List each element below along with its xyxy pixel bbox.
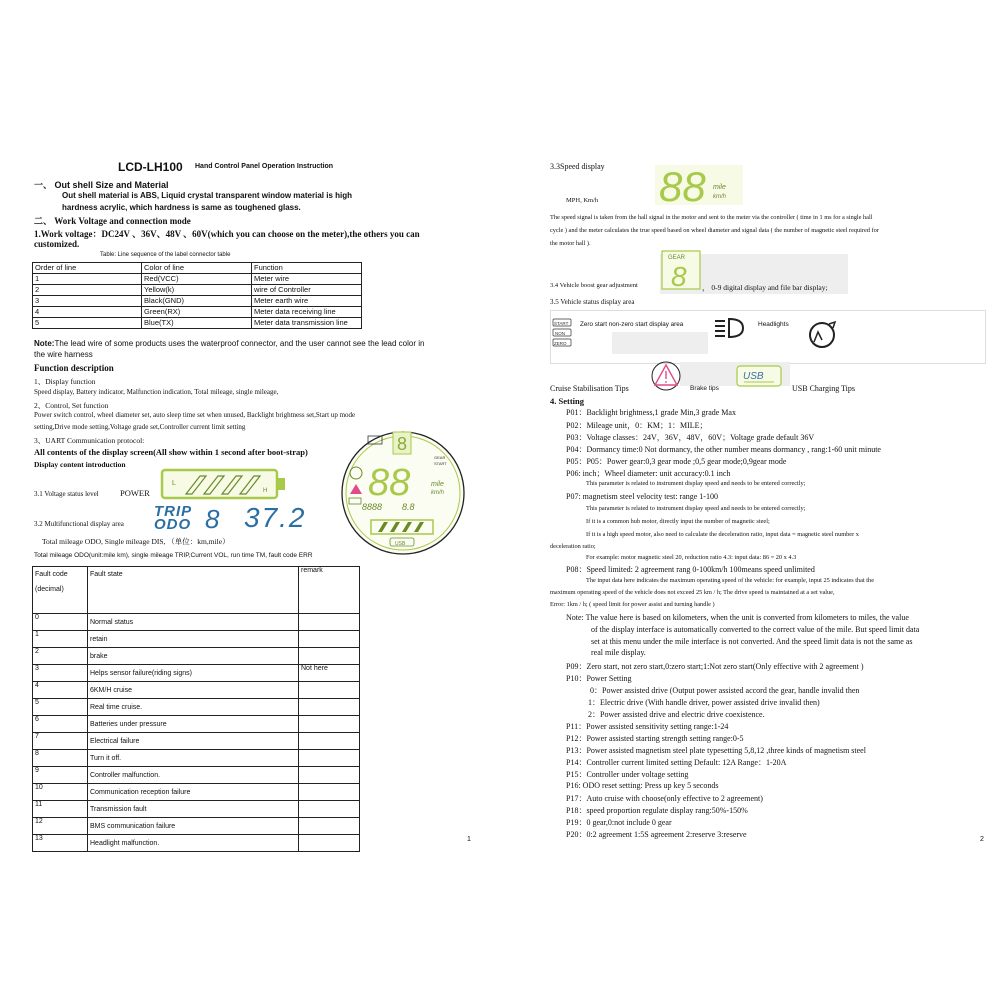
start-mode-icon — [552, 318, 572, 348]
display-intro: Display content introduction — [34, 460, 126, 469]
speed-display-heading: 3.3Speed display — [550, 162, 605, 171]
remark-cell — [299, 818, 360, 835]
setting-p10: P10：Power Setting — [566, 674, 632, 683]
gear-lcd-icon — [661, 250, 701, 290]
remark-cell — [299, 665, 360, 682]
round-lcd-gear: GEAR — [434, 455, 446, 460]
fault-code-table — [32, 566, 360, 852]
fault-state-cell — [88, 716, 299, 733]
cell-text: 6KM/H cruise — [90, 687, 133, 694]
cell-text: Transmission fault — [90, 806, 147, 813]
table-cell: 2 — [33, 285, 142, 296]
table-row — [33, 274, 362, 285]
fault-state-cell — [88, 699, 299, 716]
round-lcd-display — [338, 428, 468, 558]
fault-state-cell — [88, 648, 299, 665]
fault-state-cell — [88, 631, 299, 648]
work-voltage-line1: 1.Work voltage：DC24V 、36V、48V 、60V(which you can choose on the meter),the others you can — [34, 229, 420, 239]
fault-code-cell — [33, 835, 88, 852]
table-row — [33, 699, 360, 716]
setting-p14: P14：Controller current limited setting Default: 12A Range：1-20A — [566, 758, 787, 767]
table-row — [33, 307, 362, 318]
remark-cell — [299, 648, 360, 665]
setting-p05: P05：P05：Power gear:0,3 gear mode ;0,5 gear mode;0,9gear mode — [566, 457, 787, 466]
table-row — [33, 784, 360, 801]
section-1-body-line2: hardness acrylic, which hardness is same as toughened glass. — [62, 203, 301, 212]
fault-code-cell — [33, 784, 88, 801]
setting-p16: P16: ODO reset setting: Press up key 5 seconds — [566, 781, 719, 790]
cell-text: retain — [90, 636, 108, 643]
table-header-row — [33, 263, 362, 274]
speed-lcd-mile: mile — [713, 184, 726, 191]
fault-state-cell — [88, 614, 299, 631]
cell-text: 3 — [35, 665, 39, 672]
remark-cell — [299, 767, 360, 784]
cell-text: 6 — [35, 716, 39, 723]
note-line1 — [34, 339, 424, 348]
fault-code-cell — [33, 818, 88, 835]
note-line4: real mile display. — [591, 648, 646, 657]
table-row — [33, 648, 360, 665]
speed-body-line1: The speed signal is taken from the hall signal in the motor and sent to the meter via the controller ( time in 1 ms for a single hall — [550, 214, 873, 221]
cell-text: 2 — [35, 648, 39, 655]
table-row — [33, 296, 362, 307]
function-1-title: 1、Display function — [34, 377, 96, 386]
section-1-body-line1: Out shell material is ABS, Liquid crystal transparent window material is high — [62, 191, 352, 200]
fault-state-cell — [88, 682, 299, 699]
fault-code-cell — [33, 614, 88, 631]
setting-p07: P07: magnetism steel velocity test: range 1-100 — [566, 492, 718, 501]
fault-code-cell — [33, 750, 88, 767]
remark-cell — [299, 631, 360, 648]
boost-gear-label: 3.4 Vehicle boost gear adjustment — [550, 282, 638, 289]
all-contents-heading: All contents of the display screen(All show within 1 second after boot-strap) — [34, 447, 308, 457]
setting-p11: P11：Power assisted sensitivity setting range:1-24 — [566, 722, 729, 731]
cell-text: Headlight malfunction. — [90, 840, 160, 847]
table-header-cell: Order of line — [33, 263, 142, 274]
doc-subtitle: Hand Control Panel Operation Instruction — [195, 163, 334, 170]
fault-code-header-line1: Fault code — [35, 571, 68, 578]
table-row — [33, 614, 360, 631]
svg-text:8888: 8888 — [362, 502, 383, 512]
p08-note-line3: Error: 1km / h; ( speed limit for power assist and turning handle ) — [550, 601, 715, 608]
total-mileage-line: Total mileage ODO, Single mileage DIS, （单位：km,mile） — [42, 537, 230, 546]
gear-lcd-label: GEAR — [668, 255, 686, 261]
speed-unit-label: MPH, Km/h — [566, 197, 599, 204]
setting-p09: P09：Zero start, not zero start,0:zero start;1:Not zero start(Only effective with 2 agreement ) — [566, 662, 864, 671]
fault-code-cell — [33, 699, 88, 716]
page-2 — [500, 0, 1000, 1000]
page-1 — [0, 0, 490, 1000]
section-1-heading: 一、 Out shell Size and Material — [34, 180, 169, 190]
page-number-2: 2 — [980, 836, 984, 843]
table-row — [33, 716, 360, 733]
table-row — [33, 835, 360, 852]
table-header-cell: Color of line — [142, 263, 252, 274]
power-label: POWER — [120, 488, 150, 498]
table-row — [33, 631, 360, 648]
multifunction-label: 3.2 Multifunctional display area — [34, 520, 124, 528]
status-non-label: NON — [555, 331, 565, 336]
cell-text: 5 — [35, 699, 39, 706]
cell-text: 8 — [35, 750, 39, 757]
table-row — [33, 682, 360, 699]
round-lcd-usb: USB — [395, 541, 406, 547]
remark-cell — [299, 733, 360, 750]
lcd-odo-text: ODO — [154, 516, 192, 533]
usb-lcd-label: USB — [743, 371, 764, 382]
note-text: The lead wire of some products uses the waterproof connector, and the user cannot see the lead color in — [54, 339, 425, 348]
table-cell: Meter data transmission line — [252, 318, 362, 329]
cell-text: Real time cruise. — [90, 704, 143, 711]
odo-description: Total mileage ODO(unit:mile km), single mileage TRIP,Current VOL, run time TM, fault code ERR — [34, 552, 313, 559]
connector-table-caption: Table: Line sequence of the label connector table — [100, 252, 231, 258]
table-cell: Meter data receiving line — [252, 307, 362, 318]
note-line3: set at this menu under the mile interface is not converted. And the speed limit data is not the same as — [591, 637, 913, 646]
svg-text:88: 88 — [659, 165, 706, 205]
table-cell: 4 — [33, 307, 142, 318]
table-row — [33, 665, 360, 682]
cell-text: 11 — [35, 801, 43, 808]
table-row — [33, 750, 360, 767]
fault-code-cell — [33, 767, 88, 784]
cell-text: Communication reception failure — [90, 789, 191, 796]
p07-note-line1: This parameter is related to instrument display speed and needs to be entered correctly; — [586, 505, 806, 512]
cell-text: 12 — [35, 818, 43, 825]
p08-note-line2: maximum operating speed of the vehicle does not exceed 25 km / h; The drive speed is maintained at a set value, — [550, 589, 835, 596]
fault-code-header — [33, 567, 88, 614]
remark-cell — [299, 716, 360, 733]
round-lcd-start: START — [434, 461, 447, 466]
boost-gear-after: ， 0-9 digital display and file bar display; — [702, 283, 828, 292]
page-number-1: 1 — [467, 836, 471, 843]
table-cell: Green(RX) — [142, 307, 252, 318]
table-cell: Black(GND) — [142, 296, 252, 307]
cell-text: 7 — [35, 733, 39, 740]
fault-state-cell — [88, 818, 299, 835]
fault-code-cell — [33, 733, 88, 750]
usb-lcd-icon — [736, 365, 782, 387]
table-cell: Yellow(k) — [142, 285, 252, 296]
settings-heading: 4. Setting — [550, 396, 584, 406]
status-zero-label: ZERO — [554, 341, 567, 346]
p07-note-line3: If it is a high speed motor, also need to calculate the deceleration ratio, input data = magnetic steel number x — [586, 531, 859, 538]
cell-text: Turn it off. — [90, 755, 122, 762]
cruise-icon — [805, 318, 839, 352]
cell-text: brake — [90, 653, 108, 660]
table-cell: wire of Controller — [252, 285, 362, 296]
setting-p17: P17：Auto cruise with choose(only effective to 2 agreement) — [566, 794, 763, 803]
setting-p08: P08：Speed limited: 2 agreement rang 0-100km/h 100means speed unlimited — [566, 565, 815, 574]
headlight-icon — [713, 316, 747, 340]
p10-option-1: 1：Electric drive (With handle driver, power assisted drive invalid then) — [588, 698, 820, 707]
function-2-body-line2: setting,Drive mode setting,Voltage grade set,Controller current limit setting — [34, 423, 246, 431]
cell-text: 0 — [35, 614, 39, 621]
cell-text: Electrical failure — [90, 738, 140, 745]
status-grey-box — [612, 332, 708, 354]
round-lcd-kmh: km/h — [431, 490, 445, 496]
p07-note-line4: deceleration ratio; — [550, 543, 596, 550]
table-row — [33, 801, 360, 818]
connector-table — [32, 262, 362, 329]
table-cell: 1 — [33, 274, 142, 285]
speed-body-line3: the motor hall ). — [550, 240, 591, 247]
remark-cell — [299, 682, 360, 699]
cell-text: Not here — [301, 665, 328, 672]
status-start-label: START — [554, 321, 569, 326]
headlights-label: Headlights — [758, 321, 789, 328]
setting-p13: P13：Power assisted magnetism steel plate typesetting 5,8,12 ,three kinds of magnetism steel — [566, 746, 866, 755]
setting-p15: P15：Controller under voltage setting — [566, 770, 689, 779]
function-heading: Function description — [34, 363, 114, 373]
svg-text:8: 8 — [397, 434, 408, 454]
function-2-title: 2、Control, Set function — [34, 401, 109, 410]
setting-p20: P20：0:2 agreement 1:5S agreement 2:reserve 3:reserve — [566, 830, 747, 839]
p07-note-line2: If it is a common hub motor, directly input the number of magnetic steel; — [586, 518, 770, 525]
note-line2: the wire harness — [34, 350, 93, 359]
cell-text: 10 — [35, 784, 43, 791]
cell-text: Helps sensor failure(riding signs) — [90, 670, 192, 677]
svg-text:8.8: 8.8 — [402, 502, 415, 512]
remark-cell — [299, 750, 360, 767]
fault-state-cell — [88, 801, 299, 818]
fault-state-cell — [88, 784, 299, 801]
work-voltage-line2: customized. — [34, 239, 80, 249]
fault-code-cell — [33, 801, 88, 818]
status-area-heading: 3.5 Vehicle status display area — [550, 298, 635, 306]
cell-text: Normal status — [90, 619, 134, 626]
table-row — [33, 767, 360, 784]
remark-cell — [299, 784, 360, 801]
fault-code-cell — [33, 648, 88, 665]
function-3-title: 3、UART Communication protocol: — [34, 436, 145, 445]
note-line1: Note: The value here is based on kilometers, when the unit is converted from kilometers to miles, the value — [566, 613, 909, 622]
remark-cell — [299, 614, 360, 631]
remark-cell — [299, 801, 360, 818]
table-header-cell: Function — [252, 263, 362, 274]
table-row — [33, 818, 360, 835]
note-label: Note: — [34, 339, 55, 348]
setting-p03: P03：Voltage classes：24V，36V，48V，60V；Voltage grade default 36V — [566, 433, 815, 442]
table-row — [33, 318, 362, 329]
p07-note-line5: For example: motor magnetic steel 20, reduction ratio 4.3: input data: 86 = 20 x 4.3 — [586, 554, 797, 561]
lcd-segment-digit: 8 — [205, 504, 220, 534]
battery-bar-icon — [160, 468, 290, 500]
cell-text: 13 — [35, 835, 43, 842]
cell-text: 1 — [35, 631, 39, 638]
setting-p18: P18：speed proportion regulate display rang:50%-150% — [566, 806, 748, 815]
function-2-body-line1: Power switch control, wheel diameter set, auto sleep time set when unused, Backlight brightness set,Start up mode — [34, 411, 356, 419]
p06-note: This parameter is related to instrument display speed and needs to be entered correctly; — [586, 480, 806, 487]
table-cell: Blue(TX) — [142, 318, 252, 329]
cell-text: BMS communication failure — [90, 823, 176, 830]
p10-option-0: 0：Power assisted drive (Output power assisted accord the gear, handle invalid then — [590, 686, 860, 695]
setting-p12: P12：Power assisted starting strength setting range:0-5 — [566, 734, 744, 743]
brake-tips-label: Brake tips — [690, 385, 719, 392]
p10-option-2: 2：Power assisted drive and electric drive coexistence. — [588, 710, 765, 719]
fault-code-header-line2: (decimal) — [35, 586, 64, 593]
voltage-status-label: 3.1 Voltage status level — [34, 490, 99, 498]
speed-body-line2: cycle ) and the meter calculates the true speed based on wheel diameter and signal data ( the number of magnetic steel required for — [550, 227, 879, 234]
cell-text: 4 — [35, 682, 39, 689]
fault-state-header-text: Fault state — [90, 571, 123, 578]
round-lcd-mile: mile — [431, 481, 444, 488]
svg-text:88: 88 — [368, 462, 411, 504]
usb-tips-label: USB Charging Tips — [792, 384, 855, 393]
battery-high-label: H — [263, 488, 268, 494]
speed-lcd-icon — [655, 165, 743, 205]
table-header-row — [33, 567, 360, 614]
fault-state-cell — [88, 835, 299, 852]
lcd-trip-text: TRIP — [154, 503, 193, 520]
setting-p02: P02：Mileage unit，0：KM；1：MILE； — [566, 421, 708, 430]
table-cell: 5 — [33, 318, 142, 329]
cell-text: 9 — [35, 767, 39, 774]
doc-title: LCD-LH100 — [118, 160, 183, 174]
remark-cell — [299, 699, 360, 716]
p08-note-line1: The input data here indicates the maximum operating speed of the vehicle: for example, input 25 indicates that the — [586, 577, 874, 584]
table-cell: 3 — [33, 296, 142, 307]
fault-state-cell — [88, 767, 299, 784]
section-2-heading: 二、 Work Voltage and connection mode — [34, 216, 191, 226]
fault-code-cell — [33, 716, 88, 733]
setting-p19: P19：0 gear,0:not include 0 gear — [566, 818, 672, 827]
fault-state-cell — [88, 750, 299, 767]
lcd-digits-value: 37.2 — [244, 502, 307, 533]
setting-p06: P06: inch；Wheel diameter: unit accuracy:0.1 inch — [566, 469, 731, 478]
function-1-body: Speed display, Battery indicator, Malfunction indication, Total mileage, single mileage, — [34, 388, 279, 396]
note-line2: of the display interface is automatically converted to the correct value of the mile. But speed limit data — [591, 625, 920, 634]
fault-code-cell — [33, 665, 88, 682]
remark-cell — [299, 835, 360, 852]
battery-low-label: L — [172, 480, 176, 487]
brake-warning-icon — [649, 360, 683, 392]
table-cell: Meter wire — [252, 274, 362, 285]
table-cell: Meter earth wire — [252, 296, 362, 307]
zero-start-text: Zero start non-zero start display area — [580, 321, 684, 328]
setting-p04: P04：Dormancy time:0 Not dormancy, the other number means dormancy , rang:1-60 unit minute — [566, 445, 881, 454]
table-row — [33, 733, 360, 750]
svg-text:8: 8 — [671, 261, 687, 290]
fault-code-cell — [33, 631, 88, 648]
fault-state-cell — [88, 733, 299, 750]
fault-state-cell — [88, 665, 299, 682]
cell-text: Controller malfunction. — [90, 772, 161, 779]
cruise-tips-label: Cruise Stabilisation Tips — [550, 384, 629, 393]
fault-state-header — [88, 567, 299, 614]
fault-code-cell — [33, 682, 88, 699]
speed-lcd-kmh: km/h — [713, 194, 727, 200]
cell-text: Batteries under pressure — [90, 721, 167, 728]
table-row — [33, 285, 362, 296]
remark-header: remark — [299, 567, 360, 614]
setting-p01: P01：Backlight brightness,1 grade Min,3 grade Max — [566, 408, 736, 417]
table-cell: Red(VCC) — [142, 274, 252, 285]
